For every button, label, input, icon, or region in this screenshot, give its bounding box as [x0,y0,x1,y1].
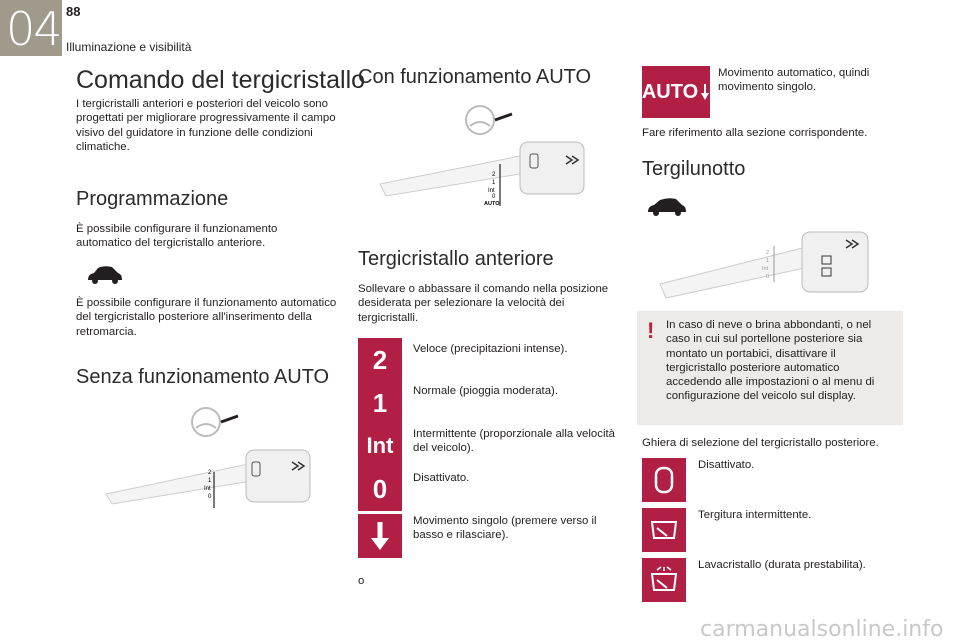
rear-intermittent-text: Tergitura intermittente. [698,509,812,521]
programmazione-text-rear: È possibile configurare il funzionamento automatico del tergicristallo posteriore all'inserimento della retromarcia. [76,297,337,338]
speed-0-text: Disattivato. [413,472,470,484]
watermark: carmanualsonline.info [700,617,944,642]
anteriore-heading: Tergicristallo anteriore [358,248,554,270]
rear-stalk-pos-0: 0 [766,274,770,280]
rear-stalk-pos-2: 2 [766,250,770,256]
page-title: Comando del tergicristallo [76,66,366,94]
auto-stalk-pos-1: 1 [492,180,496,186]
speed-2-text: Veloce (precipitazioni intense). [413,343,568,355]
rear-stalk-pos-int: Int [762,266,769,272]
con-auto-heading: Con funzionamento AUTO [358,66,592,88]
programmazione-text-front: È possibile configurare il funzionamento automatico del tergicristallo anteriore. [76,223,278,250]
programmazione-heading: Programmazione [76,188,229,210]
single-wipe-text: Movimento singolo (premere verso il basso e rilasciare). [413,515,597,542]
rear-wiper-icon [642,508,686,552]
speed-1-icon: 1 [358,381,402,425]
anteriore-text: Sollevare o abbassare il comando nella posizione desiderata per selezionare la velocità dei tergicristalli. [358,283,609,324]
warning-text: In caso di neve o brina abbondanti, o nel caso in cui sul portellone posteriore sia montato un portabici, disattivare il tergicristallo posteriore automatico accedendo alle impostazioni o al menu di configurazione del veicolo sul display. [666,319,875,403]
or-text: o [358,575,365,587]
arrow-down-icon [358,514,402,558]
stalk-illustration-manual [96,402,328,512]
stalk-illustration-auto [370,100,602,212]
stalk-illustration-rear [650,226,882,302]
intro-text: I tergicristalli anteriori e posteriori del veicolo sono progettati per migliorare progressivamente il campo visivo del guidatore in funzione delle condizioni climatiche. [76,98,336,153]
speed-1-text: Normale (pioggia moderata). [413,385,558,397]
stalk-pos-1: 1 [208,478,212,484]
chapter-number: 04 [6,2,61,56]
speed-int-icon: Int [358,424,402,468]
section-name: Illuminazione e visibilità [66,40,192,54]
warning-icon: ! [647,318,655,343]
page-number: 88 [66,4,81,19]
rear-stalk-pos-1: 1 [766,258,770,264]
auto-stalk-pos-2: 2 [492,172,496,178]
auto-stalk-pos-int: Int [488,188,495,194]
tergilunotto-heading: Tergilunotto [642,158,746,180]
rear-washer-text: Lavacristallo (durata prestabilita). [698,559,866,571]
auto-text: Movimento automatico, quindi movimento singolo. [718,67,870,94]
stalk-pos-0: 0 [208,494,212,500]
auto-reference: Fare riferimento alla sezione corrispondente. [642,127,868,139]
speed-0-icon: 0 [358,467,402,511]
rear-ring-text: Ghiera di selezione del tergicristallo posteriore. [642,437,879,449]
speed-int-text: Intermittente (proporzionale alla velocità del veicolo). [413,428,615,455]
auto-stalk-pos-0: 0 [492,194,496,200]
stalk-pos-int: Int [204,486,211,492]
car-front-icon [84,262,124,286]
auto-icon-label: AUTO [641,80,699,103]
stalk-pos-2: 2 [208,470,212,476]
off-ring-icon [642,458,686,502]
speed-2-icon: 2 [358,338,402,382]
auto-stalk-pos-auto: AUTO [484,201,500,207]
auto-icon [642,66,710,118]
car-rear-icon [646,194,688,218]
senza-auto-heading: Senza funzionamento AUTO [76,366,330,388]
rear-washer-icon [642,558,686,602]
rear-off-text: Disattivato. [698,459,755,471]
